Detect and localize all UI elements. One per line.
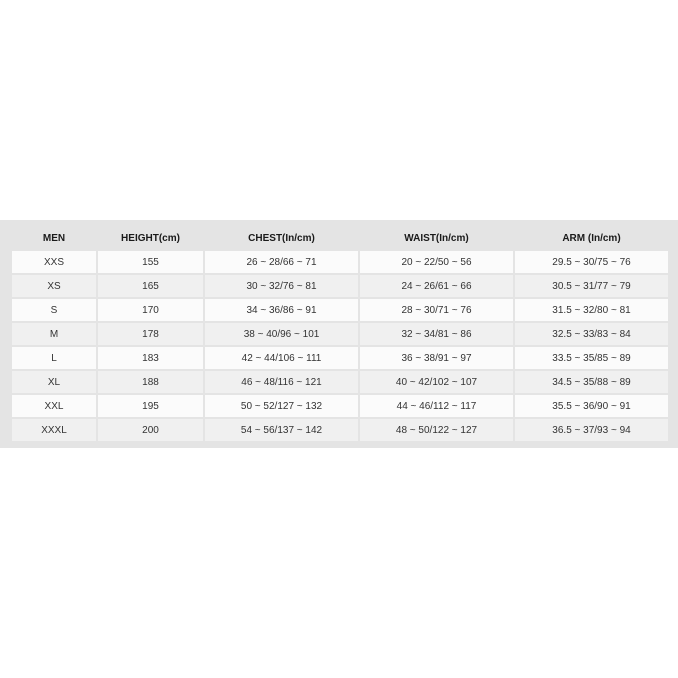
height-cell: 188 bbox=[98, 371, 203, 393]
table-row bbox=[12, 299, 668, 321]
waist-cell: 40 ~ 42/102 ~ 107 bbox=[360, 371, 513, 393]
chest-cell: 26 ~ 28/66 ~ 71 bbox=[205, 251, 358, 273]
chest-cell: 42 ~ 44/106 ~ 111 bbox=[205, 347, 358, 369]
height-cell: 165 bbox=[98, 275, 203, 297]
size-cell: XXXL bbox=[12, 419, 96, 441]
header-arm: ARM (In/cm) bbox=[562, 232, 621, 244]
size-cell: XXS bbox=[12, 251, 96, 273]
table-row bbox=[12, 323, 668, 345]
arm-cell: 32.5 ~ 33/83 ~ 84 bbox=[515, 323, 668, 345]
height-cell: 178 bbox=[98, 323, 203, 345]
arm-cell: 29.5 ~ 30/75 ~ 76 bbox=[515, 251, 668, 273]
table-row bbox=[12, 347, 668, 369]
arm-cell: 33.5 ~ 35/85 ~ 89 bbox=[515, 347, 668, 369]
chest-cell: 34 ~ 36/86 ~ 91 bbox=[205, 299, 358, 321]
table-row bbox=[12, 419, 668, 441]
table-row bbox=[12, 275, 668, 297]
table-row bbox=[12, 251, 668, 273]
height-cell: 183 bbox=[98, 347, 203, 369]
waist-cell: 32 ~ 34/81 ~ 86 bbox=[360, 323, 513, 345]
height-cell: 195 bbox=[98, 395, 203, 417]
size-cell: M bbox=[12, 323, 96, 345]
header-chest: CHEST(In/cm) bbox=[248, 232, 315, 244]
chest-cell: 38 ~ 40/96 ~ 101 bbox=[205, 323, 358, 345]
arm-cell: 31.5 ~ 32/80 ~ 81 bbox=[515, 299, 668, 321]
waist-cell: 28 ~ 30/71 ~ 76 bbox=[360, 299, 513, 321]
arm-cell: 36.5 ~ 37/93 ~ 94 bbox=[515, 419, 668, 441]
size-chart-panel bbox=[0, 220, 678, 448]
chest-cell: 46 ~ 48/116 ~ 121 bbox=[205, 371, 358, 393]
header-row bbox=[12, 227, 668, 249]
size-cell: S bbox=[12, 299, 96, 321]
arm-cell: 34.5 ~ 35/88 ~ 89 bbox=[515, 371, 668, 393]
size-cell: L bbox=[12, 347, 96, 369]
header-height: HEIGHT(cm) bbox=[121, 232, 180, 244]
header-waist: WAIST(In/cm) bbox=[404, 232, 469, 244]
size-cell: XXL bbox=[12, 395, 96, 417]
chest-cell: 50 ~ 52/127 ~ 132 bbox=[205, 395, 358, 417]
header-men: MEN bbox=[42, 232, 66, 244]
size-chart-table bbox=[10, 225, 670, 443]
height-cell: 155 bbox=[98, 251, 203, 273]
table-row bbox=[12, 371, 668, 393]
waist-cell: 20 ~ 22/50 ~ 56 bbox=[360, 251, 513, 273]
height-cell: 170 bbox=[98, 299, 203, 321]
waist-cell: 48 ~ 50/122 ~ 127 bbox=[360, 419, 513, 441]
height-cell: 200 bbox=[98, 419, 203, 441]
waist-cell: 44 ~ 46/112 ~ 117 bbox=[360, 395, 513, 417]
size-cell: XL bbox=[12, 371, 96, 393]
table-row bbox=[12, 395, 668, 417]
arm-cell: 35.5 ~ 36/90 ~ 91 bbox=[515, 395, 668, 417]
arm-cell: 30.5 ~ 31/77 ~ 79 bbox=[515, 275, 668, 297]
size-cell: XS bbox=[12, 275, 96, 297]
waist-cell: 24 ~ 26/61 ~ 66 bbox=[360, 275, 513, 297]
chest-cell: 54 ~ 56/137 ~ 142 bbox=[205, 419, 358, 441]
chest-cell: 30 ~ 32/76 ~ 81 bbox=[205, 275, 358, 297]
waist-cell: 36 ~ 38/91 ~ 97 bbox=[360, 347, 513, 369]
